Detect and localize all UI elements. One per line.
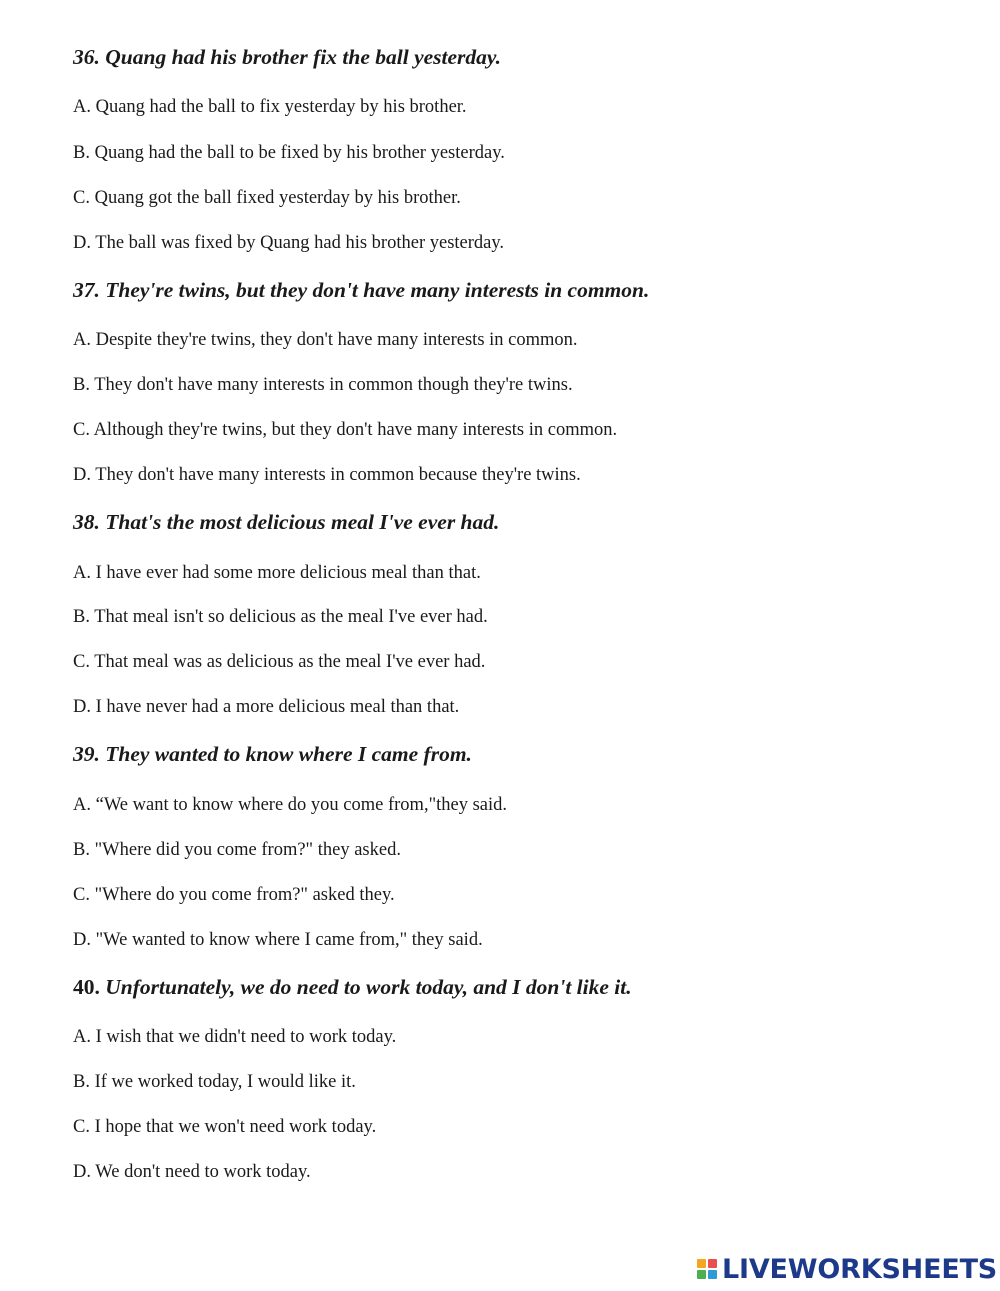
- question-36-option-c[interactable]: C. Quang got the ball fixed yesterday by his brother.: [73, 188, 461, 208]
- logo-square: [708, 1270, 717, 1279]
- question-37-option-a[interactable]: A. Despite they're twins, they don't have many interests in common.: [73, 330, 578, 350]
- question-text: They wanted to know where I came from.: [105, 742, 472, 766]
- question-40-stem: [73, 977, 632, 999]
- question-number: 38.: [73, 510, 100, 534]
- liveworksheets-logo: [697, 1255, 997, 1283]
- question-39-option-a[interactable]: A. “We want to know where do you come from,"they said.: [73, 795, 508, 815]
- question-38-option-b[interactable]: B. That meal isn't so delicious as the meal I've ever had.: [73, 607, 488, 627]
- logo-square: [697, 1259, 706, 1268]
- liveworksheets-logo-icon: [697, 1259, 717, 1279]
- question-36-stem: [73, 47, 501, 69]
- question-number: 37.: [73, 278, 100, 302]
- question-text: Unfortunately, we do need to work today, and I don't like it.: [105, 975, 632, 999]
- question-number: 36.: [73, 45, 100, 69]
- question-40-option-d[interactable]: D. We don't need to work today.: [73, 1162, 311, 1182]
- question-number: 40.: [73, 975, 100, 999]
- question-40-option-a[interactable]: A. I wish that we didn't need to work today.: [73, 1027, 397, 1047]
- question-37-stem: [73, 280, 649, 302]
- question-39-option-d[interactable]: D. "We wanted to know where I came from," they said.: [73, 930, 483, 950]
- question-37-option-d[interactable]: D. They don't have many interests in common because they're twins.: [73, 465, 581, 485]
- question-36-option-d[interactable]: D. The ball was fixed by Quang had his brother yesterday.: [73, 233, 505, 253]
- question-text: They're twins, but they don't have many interests in common.: [105, 278, 650, 302]
- question-40-option-b[interactable]: B. If we worked today, I would like it.: [73, 1072, 356, 1092]
- question-36-option-b[interactable]: B. Quang had the ball to be fixed by his brother yesterday.: [73, 143, 505, 163]
- question-38-option-d[interactable]: D. I have never had a more delicious meal than that.: [73, 697, 460, 717]
- logo-text: LIVEWORKSHEETS: [722, 1253, 998, 1285]
- question-number: 39.: [73, 742, 100, 766]
- question-39-option-b[interactable]: B. "Where did you come from?" they asked.: [73, 840, 401, 860]
- question-37-option-c[interactable]: C. Although they're twins, but they don't have many interests in common.: [73, 420, 618, 440]
- logo-square: [697, 1270, 706, 1279]
- question-38-option-a[interactable]: A. I have ever had some more delicious meal than that.: [73, 563, 481, 583]
- question-38-option-c[interactable]: C. That meal was as delicious as the meal I've ever had.: [73, 652, 486, 672]
- question-text: Quang had his brother fix the ball yesterday.: [105, 45, 502, 69]
- question-37-option-b[interactable]: B. They don't have many interests in common though they're twins.: [73, 375, 573, 395]
- question-39-stem: [73, 744, 472, 766]
- question-text: That's the most delicious meal I've ever had.: [105, 510, 500, 534]
- logo-square: [708, 1259, 717, 1268]
- question-38-stem: [73, 512, 499, 534]
- question-39-option-c[interactable]: C. "Where do you come from?" asked they.: [73, 885, 395, 905]
- question-40-option-c[interactable]: C. I hope that we won't need work today.: [73, 1117, 377, 1137]
- question-36-option-a[interactable]: A. Quang had the ball to fix yesterday by his brother.: [73, 97, 467, 117]
